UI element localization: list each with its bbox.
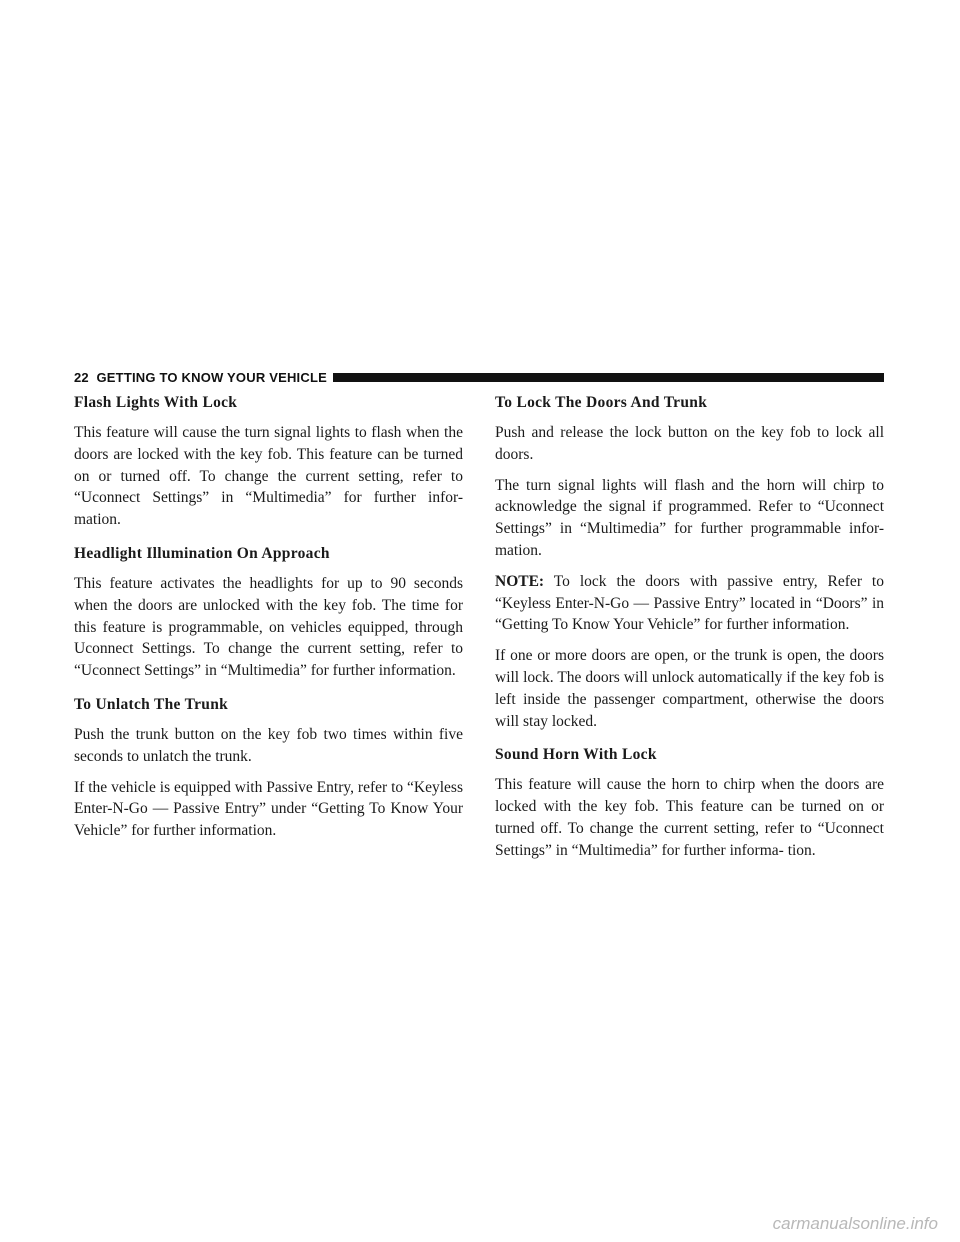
page-number: 22 [74, 369, 89, 385]
page-header [74, 369, 884, 385]
section-heading: Flash Lights With Lock [74, 394, 238, 411]
paragraph: The turn signal lights will flash and the horn will chirp to acknowledge the signal if programmed. Refer to “Uconnect Settings” in “Multimedia” for further programmable infor- mation. [495, 476, 884, 559]
section-heading: To Lock The Doors And Trunk [495, 394, 708, 411]
watermark: carmanualsonline.info [772, 1214, 938, 1233]
note-text: To lock the doors with passive entry, Refer to “Keyless Enter-N-Go — Passive Entry” located in “Doors” in “Getting To Know Your Vehicle” for further information. [495, 572, 884, 634]
header-rule [333, 373, 884, 382]
paragraph: If the vehicle is equipped with Passive Entry, refer to “Keyless Enter-N-Go — Passive Entry” under “Getting To Know Your Vehicle” for further information. [74, 778, 463, 840]
right-column [495, 394, 884, 871]
paragraph: This feature activates the headlights for up to 90 seconds when the doors are unlocked with the key fob. The time for this feature is programmable, on vehicles equipped, through Uconnect Settings. To change the current setting, refer to “Uconnect Settings” in “Multimedia” for further information. [74, 574, 463, 680]
note-label: NOTE: [495, 572, 545, 590]
paragraph: This feature will cause the horn to chirp when the doors are locked with the key fob. This feature can be turned on or turned off. To change the current setting, refer to “Uconnect Settings” in “Multimedia” for further informa- tion. [495, 776, 884, 859]
note-paragraph [495, 571, 884, 636]
paragraph: Push the trunk button on the key fob two times within five seconds to unlatch the trunk. [74, 725, 463, 765]
left-column [74, 394, 463, 851]
section-heading: Sound Horn With Lock [495, 746, 657, 764]
paragraph: If one or more doors are open, or the trunk is open, the doors will lock. The doors will unlock automatically if the key fob is left inside the passenger compartment, otherwise the doors will stay locked. [495, 647, 884, 730]
paragraph: Push and release the lock button on the key fob to lock all doors. [495, 424, 884, 463]
section-heading: Headlight Illumination On Approach [74, 544, 330, 562]
paragraph: This feature will cause the turn signal lights to flash when the doors are locked with the key fob. This feature can be turned on or turned off. To change the current setting, refer to “Uconnect Settings” in “Multimedia” for further infor- mation. [74, 424, 463, 529]
section-title: GETTING TO KNOW YOUR VEHICLE [96, 369, 327, 385]
page-header-text [74, 370, 333, 385]
section-heading: To Unlatch The Trunk [74, 695, 229, 713]
